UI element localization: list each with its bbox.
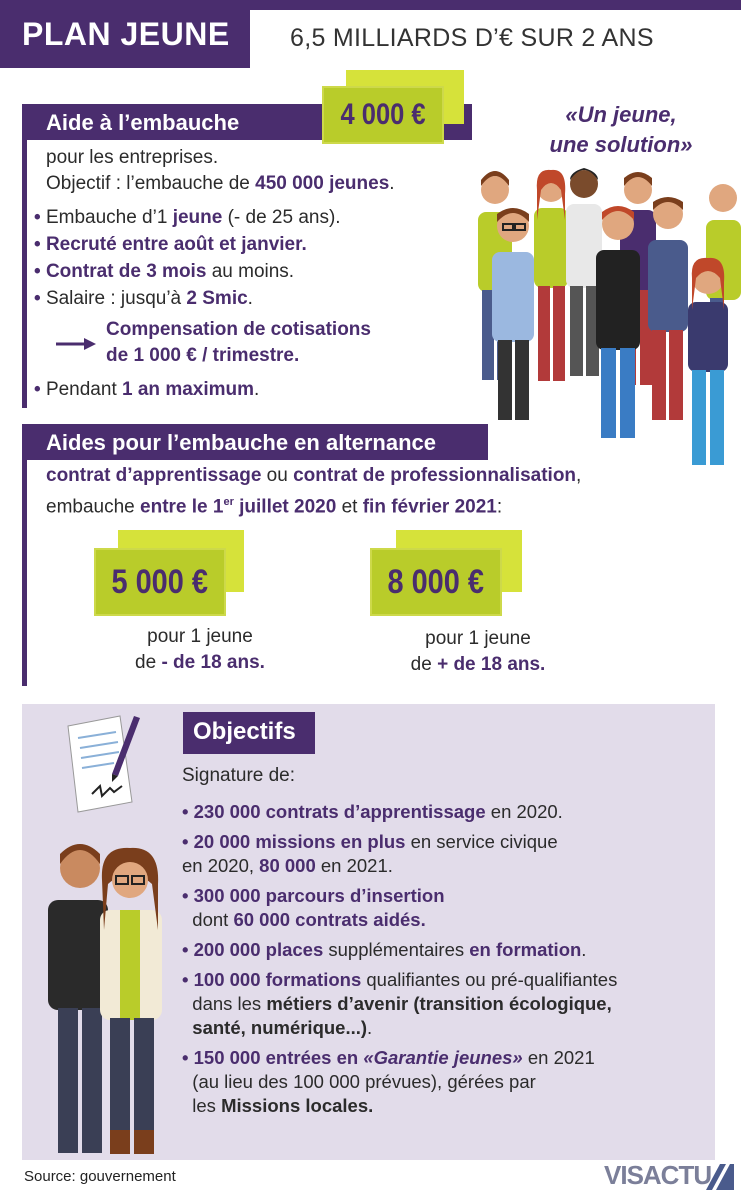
embauche-line2 <box>46 172 395 196</box>
young-people-illustration <box>470 160 741 470</box>
man-figure <box>48 844 108 1153</box>
person-front-4 <box>688 258 728 465</box>
objectifs-list <box>182 800 712 1124</box>
document-signature-icon <box>62 712 142 816</box>
list-item: • 150 000 entrées en «Garantie jeunes» en 2021 (au lieu des 100 000 prévues), gérées par les Missions locales. <box>182 1046 712 1118</box>
bill-8000-amount: 8 000 € <box>387 562 485 601</box>
list-item: • Recruté entre août et janvier. <box>34 231 341 258</box>
arrow-line1: Compensation de cotisations <box>106 319 371 340</box>
amount1-caption: pour 1 jeune de - de 18 ans. <box>135 626 265 673</box>
list-item: • Contrat de 3 mois au moins. <box>34 258 341 285</box>
list-item: • 200 000 places supplémentaires en formation. <box>182 938 712 962</box>
embauche-bullets <box>34 204 341 312</box>
list-item: • Salaire : jusqu’à 2 Smic. <box>34 285 341 312</box>
list-item: • Pendant 1 an maximum. <box>34 376 259 403</box>
embauche-line1: pour les entreprises. <box>46 147 219 168</box>
logo-mark-icon <box>706 1164 734 1190</box>
couple-illustration <box>40 830 170 1160</box>
bill-4000 <box>322 86 444 144</box>
alternance-line1: contrat d’apprentissage ou contrat de professionnalisation, <box>46 465 582 486</box>
arrow-icon <box>56 336 96 352</box>
logo: VISACTU <box>604 1160 712 1190</box>
embauche-line2-a: Objectif : l’embauche de <box>46 173 256 194</box>
embauche-bullets-2 <box>34 376 259 403</box>
section-divider-2 <box>22 424 27 686</box>
objectifs-intro: Signature de: <box>182 765 296 786</box>
quote-line1: «Un jeune, <box>565 102 677 127</box>
source-note: Source: gouvernement <box>24 1168 176 1185</box>
list-item: • 20 000 missions en plus en service civique en 2020, 80 000 en 2021. <box>182 830 712 878</box>
page-subtitle: 6,5 MILLIARDS D’€ SUR 2 ANS <box>290 24 654 52</box>
bill-5000 <box>94 548 226 616</box>
quote <box>526 100 716 160</box>
header-stripe <box>230 0 741 10</box>
list-item: • 230 000 contrats d’apprentissage en 2020. <box>182 800 712 824</box>
page-title: PLAN JEUNE <box>22 16 230 52</box>
list-item: • 100 000 formations qualifiantes ou pré-qualifiantes dans les métiers d’avenir (transition écologique, santé, numérique...). <box>182 968 712 1040</box>
quote-line2: une solution» <box>549 132 693 157</box>
section-alternance-title: Aides pour l’embauche en alternance <box>46 430 437 455</box>
woman-figure <box>100 848 162 1154</box>
bill-4000-amount: 4 000 € <box>340 98 426 131</box>
embauche-line2-b: 450 000 jeunes <box>255 173 390 194</box>
section-divider <box>22 104 27 408</box>
embauche-line2-c: . <box>389 173 395 194</box>
amount2-caption: pour 1 jeune de + de 18 ans. <box>410 628 546 675</box>
arrow-line2: de 1 000 € / trimestre. <box>106 345 300 366</box>
list-item: • Embauche d’1 jeune (- de 25 ans). <box>34 204 341 231</box>
person-back-2 <box>534 170 568 381</box>
objectifs-title: Objectifs <box>193 718 296 745</box>
bill-8000 <box>370 548 502 616</box>
section-embauche-title: Aide à l’embauche <box>46 110 240 135</box>
alternance-line2: embauche entre le 1er juillet 2020 et fin février 2021: <box>46 496 503 518</box>
list-item: • 300 000 parcours d’insertion dont 60 000 contrats aidés. <box>182 884 712 932</box>
bill-5000-amount: 5 000 € <box>111 562 209 601</box>
